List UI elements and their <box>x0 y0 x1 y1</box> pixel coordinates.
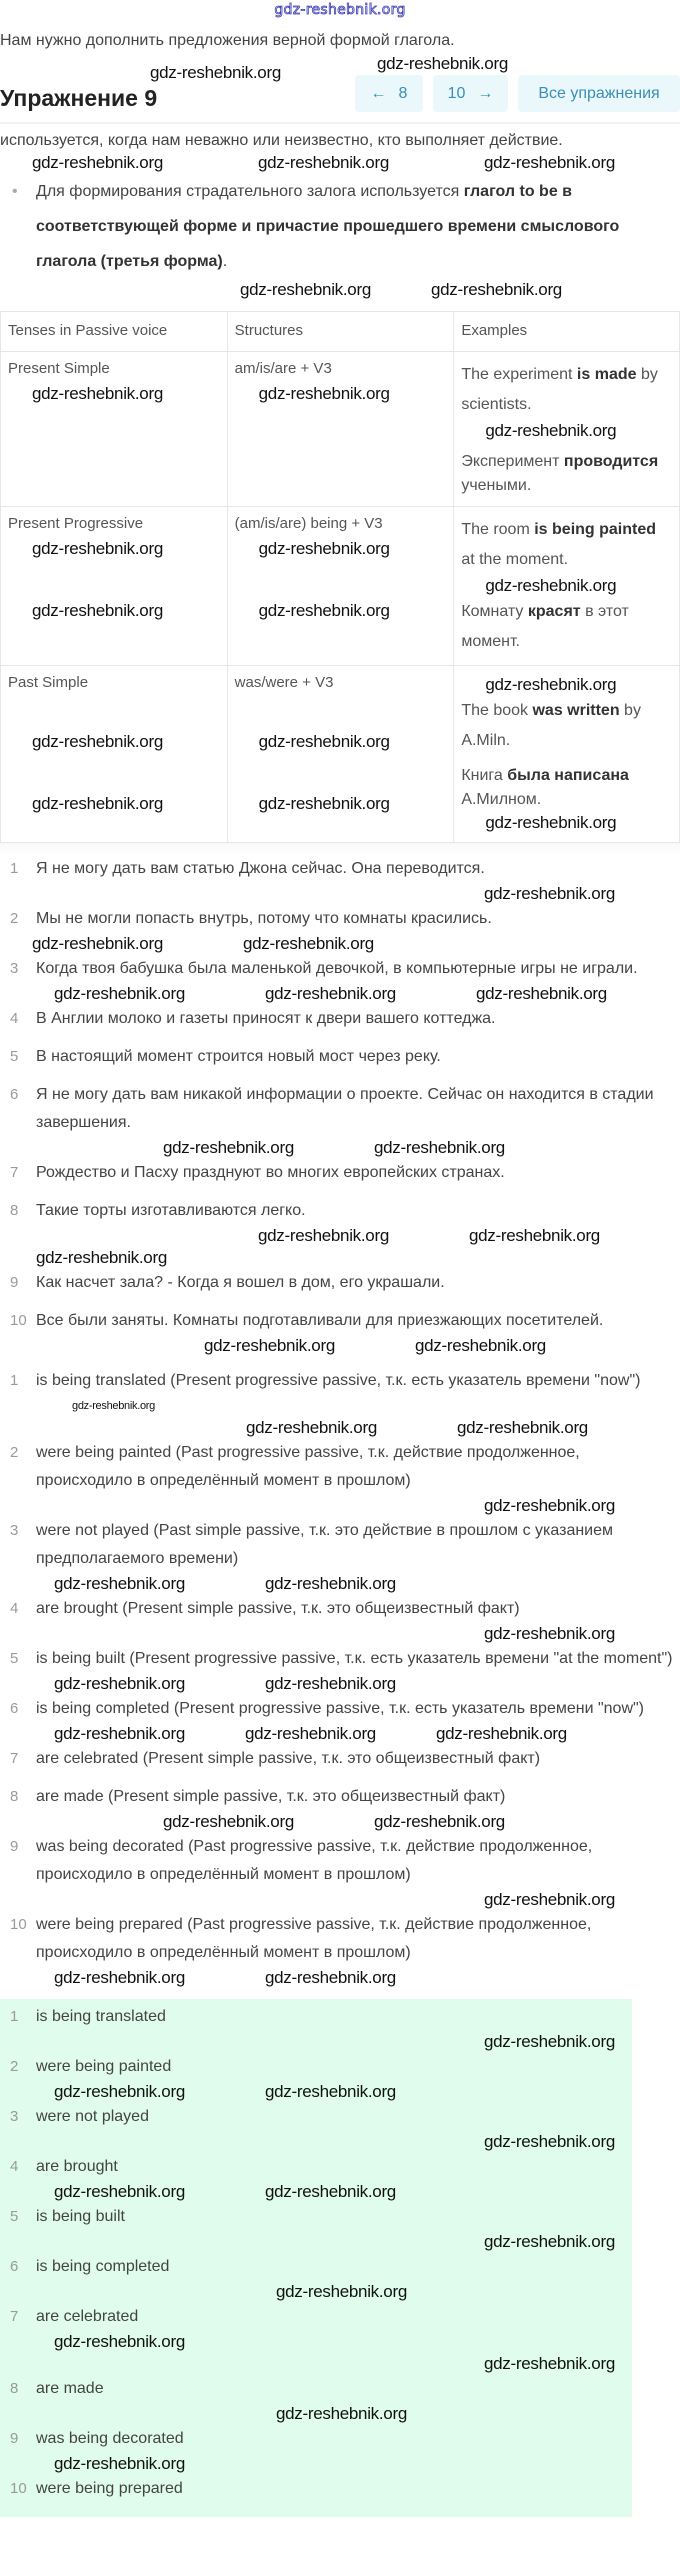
example-cell <box>454 666 680 843</box>
theory-bullet <box>12 174 652 279</box>
watermark: gdz-reshebnik.org <box>258 1226 389 1245</box>
item-text: were not played (Past simple passive, т.к. это действие в прошлом с указанием предполагаемого времени) <box>36 1522 614 1567</box>
watermark: gdz-reshebnik.org <box>54 1574 185 1593</box>
exercise-intro: Нам нужно дополнить предложения верной формой глагола. <box>0 32 455 49</box>
explained-item <box>0 1367 680 1395</box>
item-text: is being completed (Present progressive passive, т.к. есть указатель времени "now") <box>36 1700 644 1717</box>
page-title: Упражнение 9 <box>0 85 158 111</box>
watermark-row <box>0 2331 680 2353</box>
watermark: gdz-reshebnik.org <box>54 2082 185 2101</box>
item-text: are celebrated (Present simple passive, т.к. это общеизвестный факт) <box>36 1750 541 1767</box>
text: The room <box>461 521 535 538</box>
spacer <box>0 1773 680 1783</box>
spacer <box>0 1033 680 1043</box>
item-number: 5 <box>10 1048 19 1065</box>
item-text: were being prepared <box>36 2480 183 2497</box>
watermark: gdz-reshebnik.org <box>150 63 281 82</box>
watermark-row <box>461 575 672 597</box>
structure-cell <box>227 666 454 843</box>
explained-item <box>0 1911 680 1967</box>
watermark-row <box>0 2231 680 2253</box>
item-text: Я не могу дать вам никакой информации о проекте. Сейчас он находится в стадии завершения. <box>36 1086 654 1131</box>
example-ru <box>461 597 672 657</box>
item-number: 2 <box>10 2058 19 2075</box>
table-header-row <box>1 312 680 352</box>
item-text: were being painted <box>36 2058 172 2075</box>
watermark: gdz-reshebnik.org <box>246 1418 377 1437</box>
watermark-row <box>235 383 447 405</box>
watermark: gdz-reshebnik.org <box>484 1624 615 1643</box>
watermark-row <box>0 1723 680 1745</box>
watermark: gdz-reshebnik.org <box>475 984 607 1003</box>
item-text: are brought <box>36 2158 118 2175</box>
item-number: 3 <box>10 1522 19 1539</box>
text-bold: is being painted <box>534 521 657 538</box>
item-text: were being prepared (Past progressive passive, т.к. действие продолженное, происходило в определённый момент в прошлом) <box>36 1916 592 1961</box>
item-number: 10 <box>10 2480 27 2497</box>
item-text: were not played <box>36 2108 149 2125</box>
item-text: were being painted (Past progressive passive, т.к. действие продолженное, происходило в определённый момент в прошлом) <box>36 1444 580 1489</box>
item-text: are made (Present simple passive, т.к. это общеизвестный факт) <box>36 1788 506 1805</box>
watermark-row <box>0 1495 680 1517</box>
example-en <box>461 515 672 575</box>
item-text: is being built <box>36 2208 125 2225</box>
watermark-row <box>0 62 281 84</box>
watermark-row <box>8 600 220 622</box>
watermark-row <box>0 933 680 955</box>
item-text: Мы не могли попасть внутрь, потому что комнаты красились. <box>36 910 492 927</box>
all-exercises-button[interactable]: Все упражнения <box>518 75 680 112</box>
watermark-row <box>461 812 672 834</box>
watermark: gdz-reshebnik.org <box>240 280 371 299</box>
task-item <box>0 1081 680 1137</box>
watermark: gdz-reshebnik.org <box>258 732 390 751</box>
text: А.Милном. <box>461 791 542 808</box>
answer-list <box>0 2003 680 2511</box>
watermark: gdz-reshebnik.org <box>264 1968 396 1987</box>
structure-cell <box>227 352 454 507</box>
watermark: gdz-reshebnik.org <box>258 153 389 172</box>
watermark-row <box>0 1889 680 1911</box>
structure-cell <box>227 507 454 666</box>
watermark: gdz-reshebnik.org <box>264 1674 396 1693</box>
watermark-row <box>8 538 220 560</box>
watermark: gdz-reshebnik.org <box>484 884 615 903</box>
watermark: gdz-reshebnik.org <box>54 1674 185 1693</box>
explained-item <box>0 1745 680 1773</box>
watermark: gdz-reshebnik.org <box>485 813 617 832</box>
arrow-left-icon: ← <box>370 84 387 102</box>
task-item <box>0 1043 680 1071</box>
item-text: was being decorated (Past progressive passive, т.к. действие продолженное, происходило в определённый момент в прошлом) <box>36 1838 593 1883</box>
item-text: Все были заняты. Комнаты подготавливали для приезжающих посетителей. <box>36 1312 604 1329</box>
item-number: 10 <box>10 1312 27 1329</box>
item-number: 2 <box>10 910 19 927</box>
spacer <box>0 1071 680 1081</box>
task-item <box>0 1005 680 1033</box>
prev-exercise-button[interactable] <box>355 75 423 112</box>
task-item <box>0 1197 680 1225</box>
watermark: gdz-reshebnik.org <box>54 2454 185 2473</box>
watermark-row <box>0 1225 680 1247</box>
table-row <box>1 507 680 666</box>
text-bold: is made <box>576 366 637 383</box>
watermark-row <box>0 2181 680 2203</box>
watermark-row <box>355 53 508 75</box>
watermark-row <box>235 731 447 753</box>
answer-item <box>0 2003 632 2031</box>
item-number: 9 <box>10 1274 19 1291</box>
watermark: gdz-reshebnik.org <box>485 675 617 694</box>
item-number: 5 <box>10 2208 19 2225</box>
site-logo[interactable]: gdz-reshebnik.org <box>274 2 406 18</box>
spacer <box>0 1187 680 1197</box>
passive-tenses-table <box>0 311 680 843</box>
item-number: 9 <box>10 1838 19 1855</box>
watermark-row <box>235 793 447 815</box>
watermark-row <box>0 1417 680 1439</box>
next-exercise-button[interactable] <box>433 75 508 112</box>
watermark-row <box>0 2281 680 2303</box>
watermark-row <box>0 1967 680 1989</box>
watermark: gdz-reshebnik.org <box>485 421 617 440</box>
example-cell <box>454 507 680 666</box>
theory-text: используется, когда нам неважно или неизвестно, кто выполняет действие. <box>0 132 563 149</box>
text-bold: was written <box>532 702 620 719</box>
item-number: 8 <box>10 1788 19 1805</box>
watermark: gdz-reshebnik.org <box>36 1248 167 1267</box>
answer-item <box>0 2203 632 2231</box>
watermark: gdz-reshebnik.org <box>264 2082 396 2101</box>
watermark: gdz-reshebnik.org <box>54 1724 185 1743</box>
watermark-row <box>0 2131 680 2153</box>
answer-item <box>0 2053 632 2081</box>
text: The experiment <box>461 366 577 383</box>
watermark: gdz-reshebnik.org <box>72 1400 155 1412</box>
item-text: В настоящий момент строится новый мост через реку. <box>36 1048 441 1065</box>
watermark-row <box>0 2453 680 2475</box>
watermark: gdz-reshebnik.org <box>435 1724 567 1743</box>
text: учеными. <box>461 477 532 494</box>
bullet-plain: Для формирования страдательного залога используется <box>36 183 464 200</box>
watermark: gdz-reshebnik.org <box>264 984 396 1003</box>
tense-cell <box>1 666 228 843</box>
task-list <box>0 855 680 1357</box>
item-number: 6 <box>10 1700 19 1717</box>
spacer <box>0 2503 680 2511</box>
explained-item <box>0 1595 680 1623</box>
watermark: gdz-reshebnik.org <box>456 1418 588 1437</box>
structure-label: am/is/are + V3 <box>234 360 332 377</box>
watermark-row <box>0 1247 680 1269</box>
prev-exercise-label: 8 <box>398 84 408 102</box>
watermark-row <box>8 793 220 815</box>
watermark: gdz-reshebnik.org <box>204 1336 335 1355</box>
watermark-row <box>0 1137 680 1159</box>
item-text: are brought (Present simple passive, т.к. это общеизвестный факт) <box>36 1600 520 1617</box>
text: Эксперимент <box>461 453 564 470</box>
watermark: gdz-reshebnik.org <box>242 934 374 953</box>
explained-answer-list <box>0 1367 680 1989</box>
item-text: Как насчет зала? - Когда я вошел в дом, его украшали. <box>36 1274 445 1291</box>
watermark: gdz-reshebnik.org <box>32 539 163 558</box>
example-cell <box>454 352 680 507</box>
watermark-row <box>0 2403 680 2425</box>
watermark-row <box>0 2353 680 2375</box>
bullet-icon: • <box>12 183 18 200</box>
item-number: 3 <box>10 960 19 977</box>
structure-label: was/were + V3 <box>234 674 334 691</box>
answer-item <box>0 2475 632 2503</box>
watermark-row <box>8 731 220 753</box>
item-number: 7 <box>10 2308 19 2325</box>
example-en <box>461 360 672 420</box>
table-header: Structures <box>227 312 454 352</box>
theory-bullet-text <box>12 174 652 279</box>
explained-item <box>0 1783 680 1811</box>
title-wrap <box>0 62 281 112</box>
text-bold: красят <box>527 603 581 620</box>
item-text: is being built (Present progressive passive, т.к. есть указатель времени "at the moment") <box>36 1650 673 1667</box>
item-number: 6 <box>10 2258 19 2275</box>
watermark-row <box>235 600 447 622</box>
item-number: 7 <box>10 1750 19 1767</box>
item-text: Я не могу дать вам статью Джона сейчас. Она переводится. <box>36 860 485 877</box>
watermark: gdz-reshebnik.org <box>54 2182 185 2201</box>
task-item <box>0 1159 680 1187</box>
exercise-navigation <box>355 75 680 112</box>
task-item <box>0 1269 680 1297</box>
watermark: gdz-reshebnik.org <box>32 794 163 813</box>
bullet-bold: глагол to be в соответствующей форме и причастие прошедшего времени смыслового глагола (третья форма) <box>36 183 620 270</box>
item-text: В Англии молоко и газеты приносят к двери вашего коттеджа. <box>36 1010 496 1027</box>
watermark-row <box>0 1623 680 1645</box>
example-ru <box>461 450 672 498</box>
text: by scientists. <box>461 366 658 413</box>
watermark: gdz-reshebnik.org <box>258 794 390 813</box>
watermark: gdz-reshebnik.org <box>484 1890 615 1909</box>
watermark-row <box>0 883 680 905</box>
tense-cell <box>1 352 228 507</box>
explained-item <box>0 1439 680 1495</box>
item-text: are celebrated <box>36 2308 139 2325</box>
answer-item <box>0 2303 632 2331</box>
watermark: gdz-reshebnik.org <box>163 1812 294 1831</box>
item-number: 4 <box>10 2158 19 2175</box>
nav-wrap <box>355 53 680 112</box>
arrow-right-icon: → <box>477 84 494 102</box>
explained-item <box>0 1645 680 1673</box>
watermark-row <box>0 1335 680 1357</box>
watermark: gdz-reshebnik.org <box>258 384 390 403</box>
watermark-row <box>0 152 680 174</box>
watermark: gdz-reshebnik.org <box>276 2282 407 2301</box>
watermark-row <box>0 2031 680 2053</box>
text-bold: была написана <box>507 767 629 784</box>
tense-label: Present Progressive <box>8 515 144 532</box>
answer-item <box>0 2103 632 2131</box>
watermark: gdz-reshebnik.org <box>430 280 562 299</box>
item-number: 1 <box>10 2008 19 2025</box>
item-number: 2 <box>10 1444 19 1461</box>
table-cutoff <box>0 843 680 855</box>
text: в этот момент. <box>461 603 629 650</box>
next-exercise-label: 10 <box>447 84 466 102</box>
watermark: gdz-reshebnik.org <box>377 54 508 73</box>
watermark: gdz-reshebnik.org <box>484 2232 615 2251</box>
explained-item <box>0 1695 680 1723</box>
item-text: Когда твоя бабушка была маленькой девочкой, в компьютерные игры не играли. <box>36 960 638 977</box>
watermark-row <box>0 2081 680 2103</box>
watermark: gdz-reshebnik.org <box>32 153 163 172</box>
spacer <box>0 1297 680 1307</box>
task-item <box>0 855 680 883</box>
watermark-row <box>8 383 220 405</box>
item-text: Рождество и Пасху празднуют во многих европейских странах. <box>36 1164 505 1181</box>
watermark: gdz-reshebnik.org <box>244 1724 376 1743</box>
answers-panel <box>0 1999 632 2517</box>
item-number: 8 <box>10 1202 19 1219</box>
task-item <box>0 1307 680 1335</box>
watermark: gdz-reshebnik.org <box>485 576 617 595</box>
item-text: was being decorated <box>36 2430 184 2447</box>
watermark: gdz-reshebnik.org <box>276 2404 407 2423</box>
watermark: gdz-reshebnik.org <box>258 539 390 558</box>
text: Комнату <box>461 603 528 620</box>
item-number: 5 <box>10 1650 19 1667</box>
tense-label: Present Simple <box>8 360 110 377</box>
answer-item <box>0 2425 632 2453</box>
watermark: gdz-reshebnik.org <box>54 1968 185 1987</box>
watermark: gdz-reshebnik.org <box>373 1812 505 1831</box>
tense-cell <box>1 507 228 666</box>
example-ru <box>461 764 672 812</box>
watermark: gdz-reshebnik.org <box>484 2032 615 2051</box>
answer-item <box>0 2253 632 2281</box>
watermark: gdz-reshebnik.org <box>32 732 163 751</box>
watermark: gdz-reshebnik.org <box>258 601 390 620</box>
item-number: 3 <box>10 2108 19 2125</box>
structure-label: (am/is/are) being + V3 <box>234 515 383 532</box>
text: by A.Miln. <box>461 702 641 749</box>
watermark-row <box>0 1811 680 1833</box>
watermark-row <box>461 674 672 696</box>
watermark: gdz-reshebnik.org <box>414 1336 546 1355</box>
item-text: is being completed <box>36 2258 170 2275</box>
watermark: gdz-reshebnik.org <box>32 384 163 403</box>
watermark: gdz-reshebnik.org <box>54 984 185 1003</box>
explained-item <box>0 1517 680 1573</box>
item-text: Такие торты изготавливаются легко. <box>36 1202 306 1219</box>
watermark-row <box>0 1573 680 1595</box>
bullet-end: . <box>222 253 228 270</box>
watermark: gdz-reshebnik.org <box>484 153 615 172</box>
item-text: is being translated <box>36 2008 166 2025</box>
watermark: gdz-reshebnik.org <box>373 1138 505 1157</box>
example-en <box>461 696 672 756</box>
item-number: 9 <box>10 2430 19 2447</box>
task-item <box>0 905 680 933</box>
text: The book <box>461 702 533 719</box>
watermark-row <box>0 1673 680 1695</box>
table-row <box>1 352 680 507</box>
answer-item <box>0 2153 632 2181</box>
watermark-row <box>0 983 680 1005</box>
item-number: 6 <box>10 1086 19 1103</box>
item-text: are made <box>36 2380 104 2397</box>
watermark: gdz-reshebnik.org <box>484 1496 615 1515</box>
watermark: gdz-reshebnik.org <box>484 2132 615 2151</box>
tense-label: Past Simple <box>8 674 89 691</box>
watermark-row <box>0 1395 680 1417</box>
item-number: 4 <box>10 1600 19 1617</box>
watermark-row <box>461 420 672 442</box>
watermark: gdz-reshebnik.org <box>484 2354 615 2373</box>
item-number: 10 <box>10 1916 27 1933</box>
text-bold: проводится <box>563 453 659 470</box>
item-number: 4 <box>10 1010 19 1027</box>
text: Книга <box>461 767 508 784</box>
watermark-row <box>0 279 680 301</box>
watermark: gdz-reshebnik.org <box>163 1138 294 1157</box>
item-text: is being translated (Present progressive passive, т.к. есть указатель времени "now") <box>36 1372 641 1389</box>
item-number: 1 <box>10 1372 19 1389</box>
watermark: gdz-reshebnik.org <box>264 2182 396 2201</box>
watermark-row <box>235 538 447 560</box>
text: at the moment. <box>461 551 569 568</box>
answer-item <box>0 2375 632 2403</box>
watermark: gdz-reshebnik.org <box>468 1226 600 1245</box>
table-header: Examples <box>454 312 680 352</box>
watermark: gdz-reshebnik.org <box>32 934 163 953</box>
watermark: gdz-reshebnik.org <box>54 2332 185 2351</box>
header-row <box>0 54 680 122</box>
explained-item <box>0 1833 680 1889</box>
item-number: 1 <box>10 860 19 877</box>
table-row <box>1 666 680 843</box>
item-number: 8 <box>10 2380 19 2397</box>
task-item <box>0 955 680 983</box>
item-number: 7 <box>10 1164 19 1181</box>
watermark: gdz-reshebnik.org <box>264 1574 396 1593</box>
watermark: gdz-reshebnik.org <box>32 601 163 620</box>
table-header: Tenses in Passive voice <box>1 312 228 352</box>
header-divider <box>0 122 680 124</box>
